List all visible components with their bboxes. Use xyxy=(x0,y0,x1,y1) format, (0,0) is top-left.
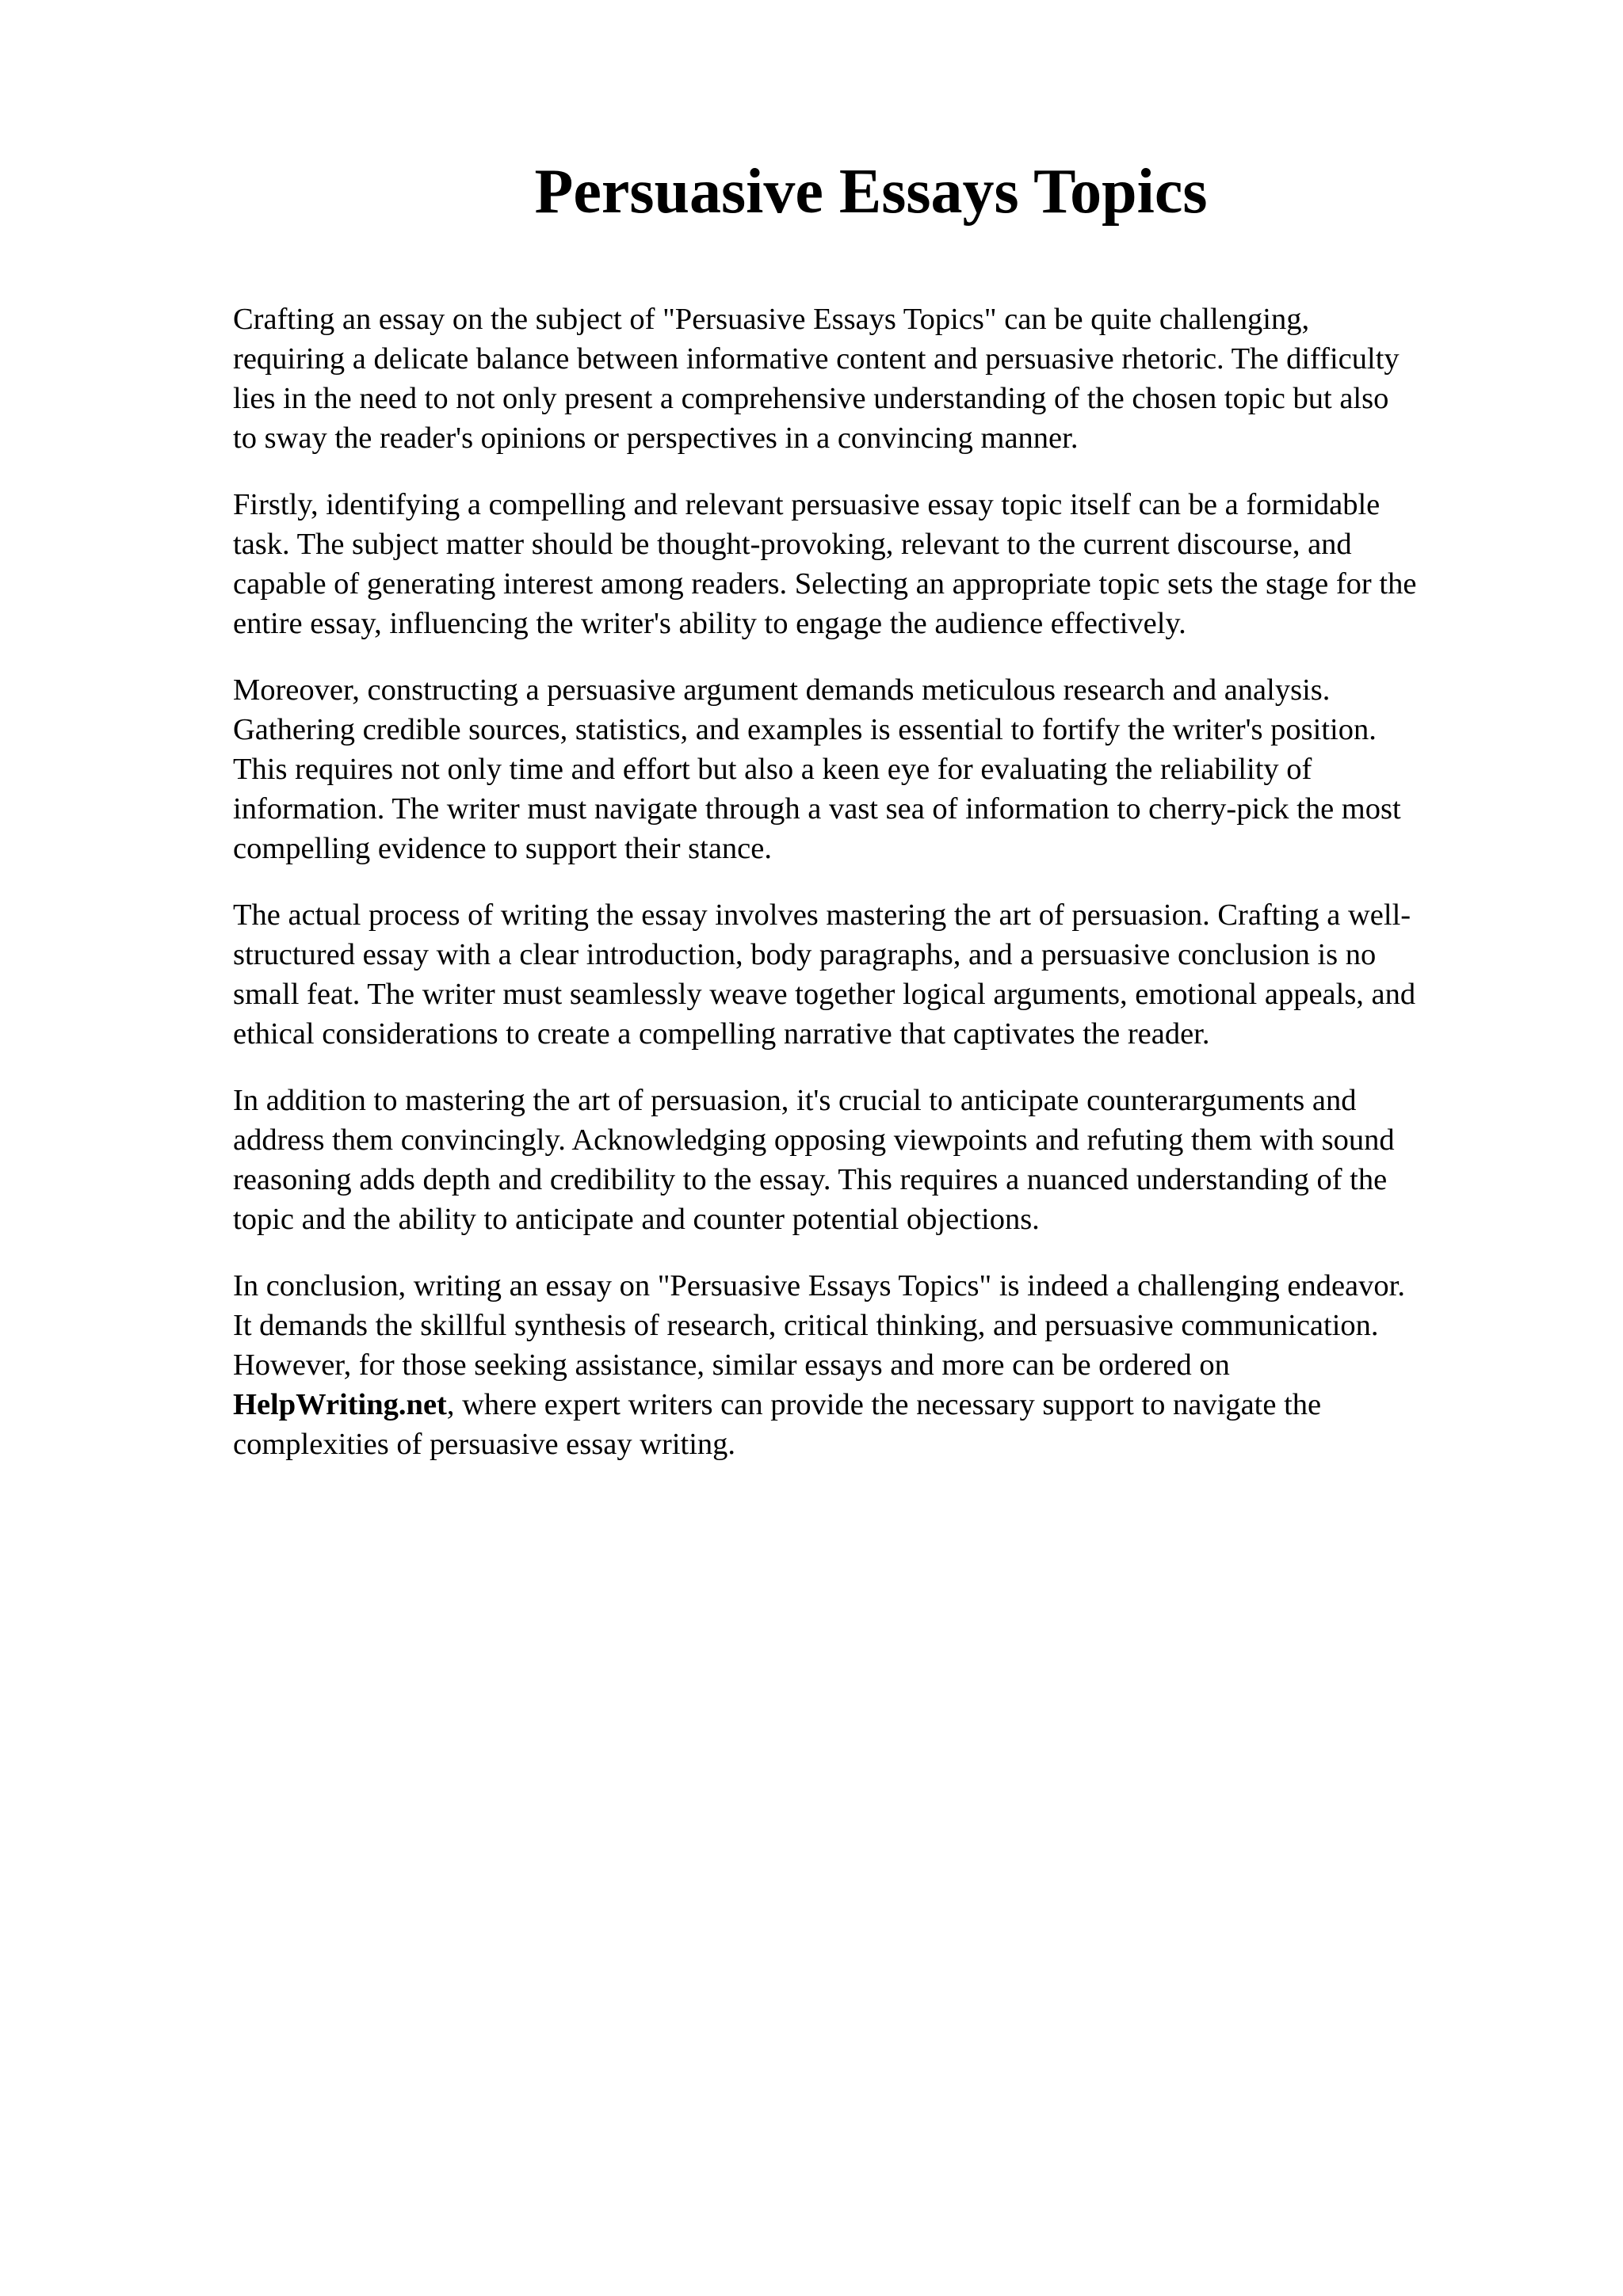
text-line: requiring a delicate balance between informative content and persuasive rhetoric. The difficulty xyxy=(233,342,1400,376)
text-line: task. The subject matter should be thought-provoking, relevant to the current discourse, and xyxy=(233,528,1352,561)
text-line: Gathering credible sources, statistics, and examples is essential to fortify the writer's position. xyxy=(233,713,1377,746)
paragraph-conclusion xyxy=(233,1266,1533,1464)
text-line: small feat. The writer must seamlessly weave together logical arguments, emotional appeals, and xyxy=(233,978,1416,1011)
text-line: In conclusion, writing an essay on "Persuasive Essays Topics" is indeed a challenging endeavor. xyxy=(233,1269,1405,1302)
text-line: capable of generating interest among readers. Selecting an appropriate topic sets the stage for the xyxy=(233,567,1417,601)
text-line: In addition to mastering the art of persuasion, it's crucial to anticipate counterarguments and xyxy=(233,1084,1357,1117)
brand-name: HelpWriting.net xyxy=(233,1388,447,1421)
text-line: This requires not only time and effort but also a keen eye for evaluating the reliability of xyxy=(233,753,1312,786)
text-line xyxy=(233,1385,1533,1425)
paragraph-research xyxy=(233,670,1533,868)
text-line: lies in the need to not only present a comprehensive understanding of the chosen topic but also xyxy=(233,382,1389,415)
text-line: complexities of persuasive essay writing. xyxy=(233,1428,736,1461)
text-line: compelling evidence to support their stance. xyxy=(233,832,772,865)
paragraph-writing-process xyxy=(233,895,1533,1054)
text-fragment: , where expert writers can provide the necessary support to navigate the xyxy=(446,1388,1322,1421)
text-line: to sway the reader's opinions or perspectives in a convincing manner. xyxy=(233,421,1079,455)
essay-body xyxy=(233,299,1533,1491)
text-line: address them convincingly. Acknowledging opposing viewpoints and refuting them with sound xyxy=(233,1123,1395,1157)
text-line: However, for those seeking assistance, similar essays and more can be ordered on xyxy=(233,1348,1230,1382)
text-line: entire essay, influencing the writer's ability to engage the audience effectively. xyxy=(233,607,1186,640)
text-line: information. The writer must navigate through a vast sea of information to cherry-pick the most xyxy=(233,792,1401,826)
text-line: Crafting an essay on the subject of "Persuasive Essays Topics" can be quite challenging, xyxy=(233,303,1310,336)
text-line: structured essay with a clear introduction, body paragraphs, and a persuasive conclusion is no xyxy=(233,938,1377,971)
paragraph-topic-selection xyxy=(233,485,1533,643)
text-line: reasoning adds depth and credibility to the essay. This requires a nuanced understanding of the xyxy=(233,1163,1388,1196)
text-line: The actual process of writing the essay involves mastering the art of persuasion. Crafting a well- xyxy=(233,898,1411,932)
paragraph-intro xyxy=(233,299,1533,458)
text-line: topic and the ability to anticipate and counter potential objections. xyxy=(233,1203,1040,1236)
text-line: ethical considerations to create a compelling narrative that captivates the reader. xyxy=(233,1017,1210,1051)
text-line: Moreover, constructing a persuasive argument demands meticulous research and analysis. xyxy=(233,673,1331,707)
text-line: It demands the skillful synthesis of research, critical thinking, and persuasive communication. xyxy=(233,1309,1379,1342)
text-line: Firstly, identifying a compelling and relevant persuasive essay topic itself can be a formidable xyxy=(233,488,1381,521)
paragraph-counterarguments xyxy=(233,1081,1533,1239)
page-title: Persuasive Essays Topics xyxy=(534,157,1208,227)
